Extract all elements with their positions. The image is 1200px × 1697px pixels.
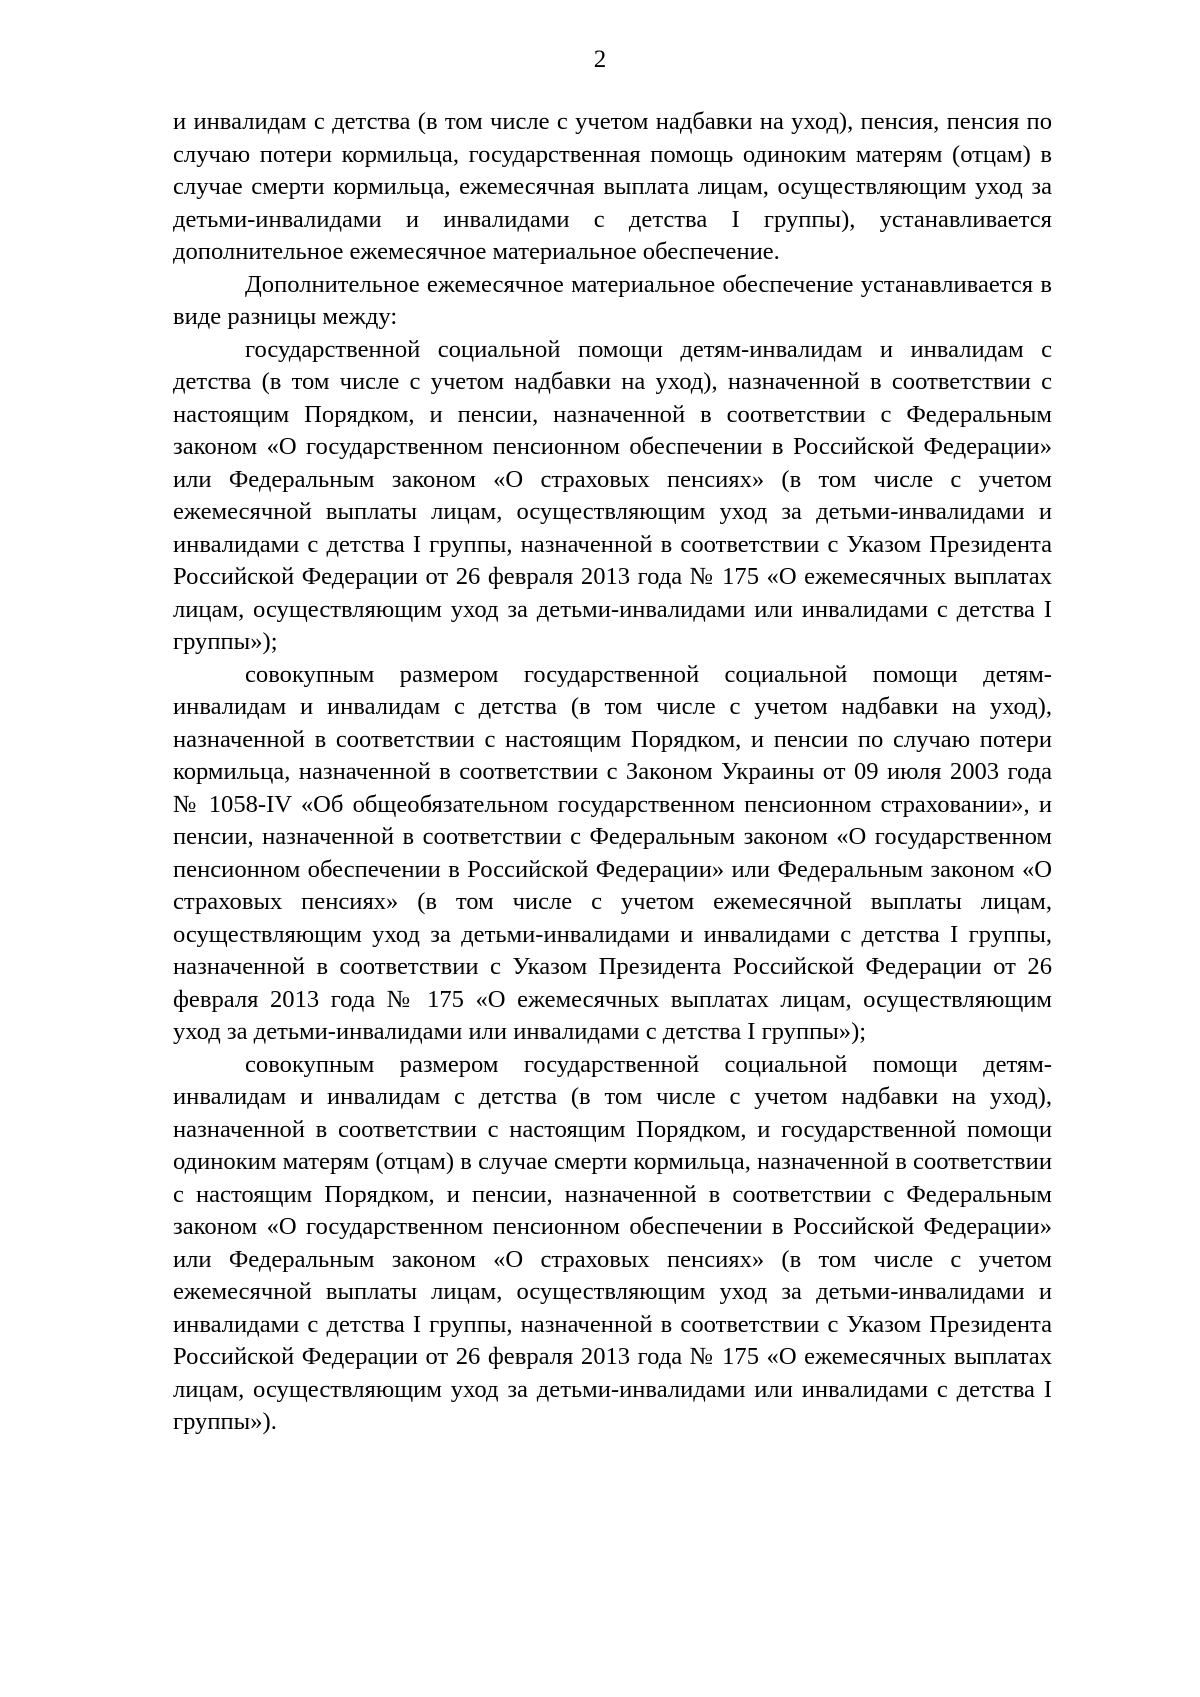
paragraph-item-1: государственной социальной помощи детям-инвалидам и инвалидам с детства (в том числе с учетом надбавки на уход), назначенной в соответствии с настоящим Порядком, и пенсии, назначенной в соответствии с Федеральным законом «О государственном пенсионном обеспечении в Российской Федерации» или Федеральным законом «О страховых пенсиях» (в том числе с учетом ежемесячной выплаты лицам, осуществляющим уход за детьми-инвалидами и инвалидами с детства I группы, назначенной в соответствии с Указом Президента Российской Федерации от 26 февраля 2013 года № 175 «О ежемесячных выплатах лицам, осуществляющим уход за детьми-инвалидами или инвалидами с детства I группы»); — [173, 335, 1052, 655]
paragraph-continuation: и инвалидам с детства (в том числе с учетом надбавки на уход), пенсия, пенсия по случаю потери кормильца, государственная помощь одиноким матерям (отцам) в случае смерти кормильца, ежемесячная выплата лицам, осуществляющим уход за детьми-инвалидами и инвалидами с детства I группы), устанавливается дополнительное ежемесячное материальное обеспечение. — [173, 108, 1052, 265]
paragraph-item-3: совокупным размером государственной социальной помощи детям-инвалидам и инвалидам с детства (в том числе с учетом надбавки на уход), назначенной в соответствии с настоящим Порядком, и государственной помощи одиноким матерям (отцам) в случае смерти кормильца, назначенной в соответствии с настоящим Порядком, и пенсии, назначенной в соответствии с Федеральным законом «О государственном пенсионном обеспечении в Российской Федерации» или Федеральным законом «О страховых пенсиях» (в том числе с учетом ежемесячной выплаты лицам, осуществляющим уход за детьми-инвалидами и инвалидами с детства I группы, назначенной в соответствии с Указом Президента Российской Федерации от 26 февраля 2013 года № 175 «О ежемесячных выплатах лицам, осуществляющим уход за детьми-инвалидами или инвалидами с детства I группы»). — [173, 1050, 1052, 1435]
paragraph-item-2: совокупным размером государственной социальной помощи детям-инвалидам и инвалидам с детства (в том числе с учетом надбавки на уход), назначенной в соответствии с настоящим Порядком, и пенсии по случаю потери кормильца, назначенной в соответствии с Законом Украины от 09 июля 2003 года № 1058-IV «Об общеобязательном государственном пенсионном страховании», и пенсии, назначенной в соответствии с Федеральным законом «О государственном пенсионном обеспечении в Российской Федерации» или Федеральным законом «О страховых пенсиях» (в том числе с учетом ежемесячной выплаты лицам, осуществляющим уход за детьми-инвалидами и инвалидами с детства I группы, назначенной в соответствии с Указом Президента Российской Федерации от 26 февраля 2013 года № 175 «О ежемесячных выплатах лицам, осуществляющим уход за детьми-инвалидами или инвалидами с детства I группы»); — [173, 660, 1052, 1045]
paragraph-intro: Дополнительное ежемесячное материальное обеспечение устанавливается в виде разницы между: — [173, 270, 1052, 330]
document-body — [173, 106, 1052, 1439]
page-number: 2 — [593, 46, 607, 73]
